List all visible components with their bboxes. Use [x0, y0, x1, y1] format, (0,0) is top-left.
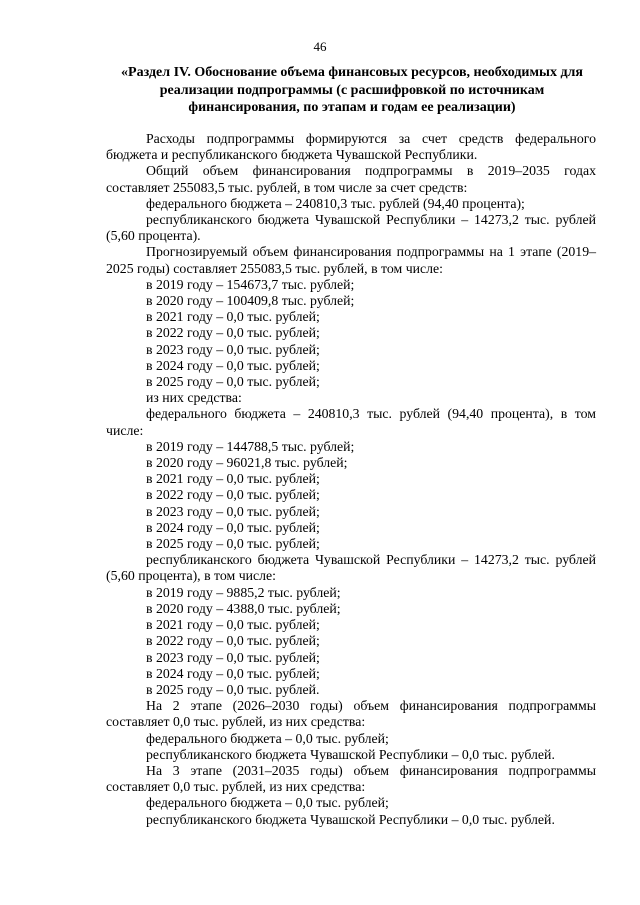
paragraph-stage2-republican: республиканского бюджета Чувашской Республики – 0,0 тыс. рублей.	[146, 746, 555, 762]
paragraph-stage3-federal: федерального бюджета – 0,0 тыс. рублей;	[146, 795, 389, 811]
page-number: 46	[313, 39, 327, 54]
paragraph-stage1-forecast: Прогнозируемый объем финансирования подпрограммы на 1 этапе (2019–2025 годы) составляет 255083,5 тыс. рублей, в том числе:	[106, 244, 596, 276]
paragraph-republican-stage1: республиканского бюджета Чувашской Республики – 14273,2 тыс. рублей (5,60 процента), в том числе:	[106, 552, 596, 584]
section-heading: «Раздел IV. Обоснование объема финансовых ресурсов, необходимых для реализации подпрограммы (с расшифровкой по источникам финансирования, по этапам и годам ее реализации)	[121, 65, 583, 115]
list-item-stage1-2021: в 2021 году – 0,0 тыс. рублей;	[146, 309, 320, 325]
paragraph-total-volume: Общий объем финансирования подпрограммы в 2019–2035 годах составляет 255083,5 тыс. рублей, в том числе за счет средств:	[106, 163, 596, 195]
paragraph-republican-total: республиканского бюджета Чувашской Республики – 14273,2 тыс. рублей (5,60 процента).	[106, 212, 596, 244]
list-item-republican-2022: в 2022 году – 0,0 тыс. рублей;	[146, 633, 320, 649]
list-item-republican-2021: в 2021 году – 0,0 тыс. рублей;	[146, 617, 320, 633]
list-item-stage1-2019: в 2019 году – 154673,7 тыс. рублей;	[146, 276, 355, 292]
list-item-stage1-2022: в 2022 году – 0,0 тыс. рублей;	[146, 325, 320, 341]
list-item-federal-2025: в 2025 году – 0,0 тыс. рублей;	[146, 536, 320, 552]
paragraph-of-which: из них средства:	[146, 390, 242, 406]
list-item-republican-2023: в 2023 году – 0,0 тыс. рублей;	[146, 649, 320, 665]
list-item-federal-2024: в 2024 году – 0,0 тыс. рублей;	[146, 519, 320, 535]
list-item-federal-2020: в 2020 году – 96021,8 тыс. рублей;	[146, 455, 348, 471]
list-item-republican-2020: в 2020 году – 4388,0 тыс. рублей;	[146, 600, 341, 616]
list-item-republican-2025: в 2025 году – 0,0 тыс. рублей.	[146, 681, 320, 697]
list-item-stage1-2023: в 2023 году – 0,0 тыс. рублей;	[146, 341, 320, 357]
document-body	[106, 131, 596, 828]
list-item-federal-2019: в 2019 году – 144788,5 тыс. рублей;	[146, 438, 355, 454]
paragraph-federal-total: федерального бюджета – 240810,3 тыс. рублей (94,40 процента);	[146, 195, 525, 211]
list-item-federal-2021: в 2021 году – 0,0 тыс. рублей;	[146, 471, 320, 487]
list-item-federal-2023: в 2023 году – 0,0 тыс. рублей;	[146, 503, 320, 519]
list-item-stage1-2025: в 2025 году – 0,0 тыс. рублей;	[146, 374, 320, 390]
list-item-republican-2024: в 2024 году – 0,0 тыс. рублей;	[146, 665, 320, 681]
paragraph-federal-stage1: федерального бюджета – 240810,3 тыс. рублей (94,40 процента), в том числе:	[106, 406, 596, 438]
list-item-federal-2022: в 2022 году – 0,0 тыс. рублей;	[146, 487, 320, 503]
paragraph-stage2-federal: федерального бюджета – 0,0 тыс. рублей;	[146, 730, 389, 746]
paragraph-stage3-republican: республиканского бюджета Чувашской Республики – 0,0 тыс. рублей.	[146, 811, 555, 827]
paragraph-stage3: На 3 этапе (2031–2035 годы) объем финансирования подпрограммы составляет 0,0 тыс. рублей, из них средства:	[106, 762, 596, 795]
list-item-stage1-2024: в 2024 году – 0,0 тыс. рублей;	[146, 357, 320, 373]
paragraph-stage2: На 2 этапе (2026–2030 годы) объем финансирования подпрограммы составляет 0,0 тыс. рублей, из них средства:	[106, 698, 596, 730]
list-item-republican-2019: в 2019 году – 9885,2 тыс. рублей;	[146, 584, 341, 600]
paragraph-expenses-sources: Расходы подпрограммы формируются за счет средств федерального бюджета и республиканского бюджета Чувашской Республики.	[106, 131, 596, 163]
list-item-stage1-2020: в 2020 году – 100409,8 тыс. рублей;	[146, 293, 355, 309]
